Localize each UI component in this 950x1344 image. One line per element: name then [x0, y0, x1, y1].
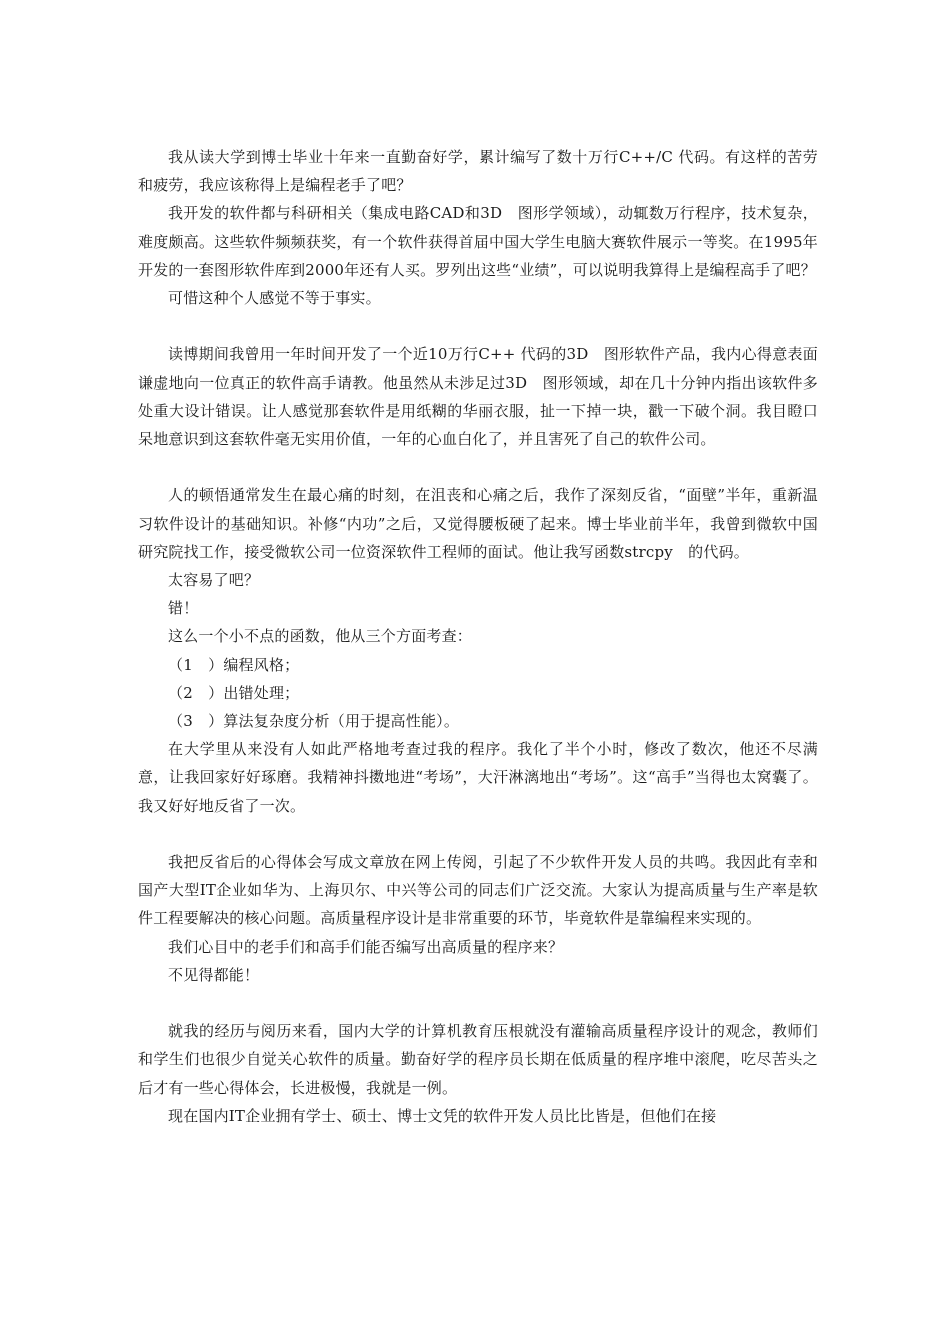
document-body [138, 143, 818, 1130]
list-item-3: （3 ）算法复杂度分析（用于提高性能）。 [168, 712, 460, 731]
paragraph-1: 我从读大学到博士毕业十年来一直勤奋好学，累计编写了数十万行C++/C 代码。有这样的苦劳和疲劳，我应该称得上是编程老手了吧？ [138, 148, 818, 195]
paragraph-gap [138, 989, 818, 1017]
paragraph-10: 我把反省后的心得体会写成文章放在网上传阅，引起了不少软件开发人员的共鸣。我因此有幸和国产大型IT企业如华为、上海贝尔、中兴等公司的同志们广泛交流。大家认为提高质量与生产率是软件工程要解决的核心问题。高质量程序设计是非常重要的环节，毕竟软件是靠编程来实现的。 [138, 853, 818, 928]
paragraph-9: 在大学里从来没有人如此严格地考查过我的程序。我化了半个小时，修改了数次，他还不尽满意，让我回家好好琢磨。我精神抖擞地进“考场”，大汗淋漓地出“考场”。这“高手”当得也太窝囊了。我又好好地反省了一次。 [138, 740, 818, 815]
paragraph-6: 太容易了吧？ [168, 571, 260, 590]
paragraph-7: 错！ [168, 599, 199, 618]
list-item-1: （1 ）编程风格； [168, 655, 300, 674]
paragraph-12: 不见得都能！ [168, 965, 260, 984]
paragraph-gap [138, 312, 818, 340]
paragraph-11: 我们心目中的老手们和高手们能否编写出高质量的程序来？ [168, 937, 564, 956]
paragraph-8: 这么一个小不点的函数，他从三个方面考查： [168, 627, 473, 646]
paragraph-4: 读博期间我曾用一年时间开发了一个近10万行C++ 代码的3D 图形软件产品，我内心得意表面谦虚地向一位真正的软件高手请教。他虽然从未涉足过3D 图形领域，却在几十分钟内指出该软件多处重大设计错误。让人感觉那套软件是用纸糊的华丽衣服，扯一下掉一块，戳一下破个洞。我目瞪口呆地意识到这套软件毫无实用价值，一年的心血白化了，并且害死了自己的软件公司。 [138, 345, 818, 449]
paragraph-14: 现在国内IT企业拥有学士、硕士、博士文凭的软件开发人员比比皆是，但他们在接 [168, 1106, 717, 1125]
paragraph-5: 人的顿悟通常发生在最心痛的时刻，在沮丧和心痛之后，我作了深刻反省，“面壁”半年，重新温习软件设计的基础知识。补修“内功”之后，又觉得腰板硬了起来。博士毕业前半年，我曾到微软中国研究院找工作，接受微软公司一位资深软件工程师的面试。他让我写函数strcpy 的代码。 [138, 486, 818, 561]
paragraph-2: 我开发的软件都与科研相关（集成电路CAD和3D 图形学领域），动辄数万行程序，技术复杂，难度颇高。这些软件频频获奖，有一个软件获得首届中国大学生电脑大赛软件展示一等奖。在1995年开发的一套图形软件库到2000年还有人买。罗列出这些“业绩”，可以说明我算得上是编程高手了吧？ [138, 204, 818, 279]
paragraph-gap [138, 453, 818, 481]
paragraph-13: 就我的经历与阅历来看，国内大学的计算机教育压根就没有灌输高质量程序设计的观念，教师们和学生们也很少自觉关心软件的质量。勤奋好学的程序员长期在低质量的程序堆中滚爬，吃尽苦头之后才有一些心得体会，长进极慢，我就是一例。 [138, 1022, 818, 1097]
paragraph-3: 可惜这种个人感觉不等于事实。 [168, 289, 381, 308]
paragraph-gap [138, 820, 818, 848]
list-item-2: （2 ）出错处理； [168, 683, 300, 702]
